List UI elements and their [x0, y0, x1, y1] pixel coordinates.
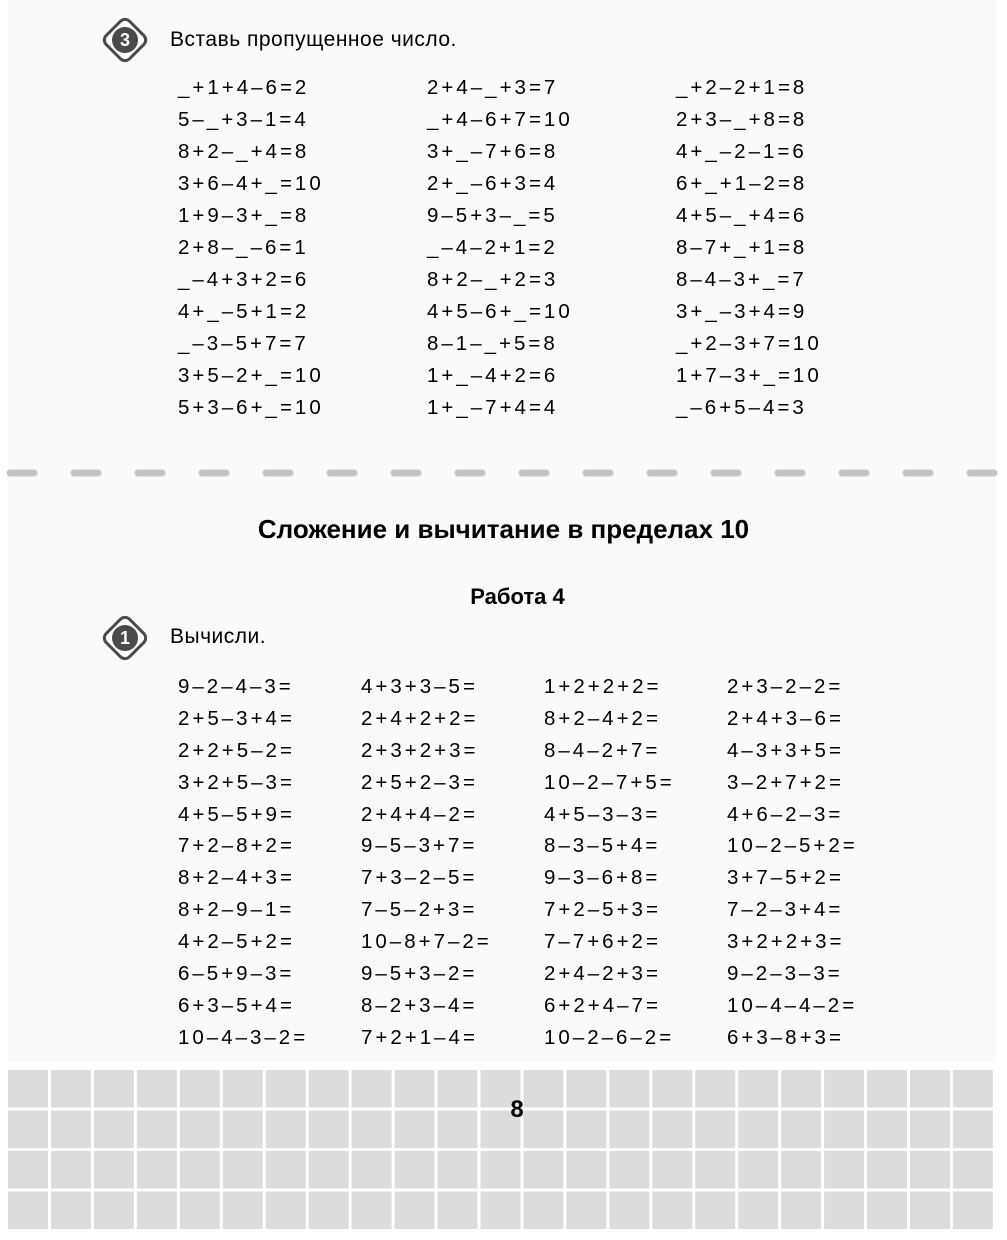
expression: 10–4–3–2=: [178, 1025, 309, 1049]
grid-cell: [8, 1070, 48, 1108]
grid-cell: [609, 1111, 649, 1149]
equation: 1+9–3+_=8: [178, 204, 310, 227]
grid-cell: [953, 1192, 993, 1230]
expression: 7+3–2–5=: [361, 866, 478, 890]
grid-cell: [438, 1111, 478, 1149]
expression: 10–8+7–2=: [361, 930, 492, 954]
grid-cell: [438, 1192, 478, 1230]
equation: 2+8–_–6=1: [178, 236, 309, 259]
task-3-instruction: Вставь пропущенное число.: [170, 28, 457, 51]
equation: 1+7–3+_=10: [676, 364, 822, 387]
grid-cell: [910, 1151, 950, 1189]
grid-cell: [94, 1070, 134, 1108]
expression: 4+5–3–3=: [544, 802, 661, 826]
grid-cell: [137, 1111, 177, 1149]
expression: 9–5+3–2=: [361, 962, 478, 986]
grid-cell: [953, 1070, 993, 1108]
task-3-column-2: [427, 72, 573, 424]
equation: 1+_–4+2=6: [427, 364, 559, 387]
expression: 6+2+4–7=: [544, 993, 661, 1017]
grid-cell: [781, 1192, 821, 1230]
grid-cell: [652, 1151, 692, 1189]
page-number: 8: [510, 1096, 524, 1123]
equation: _+1+4–6=2: [178, 76, 310, 99]
grid-cell: [94, 1151, 134, 1189]
task-1-instruction: Вычисли.: [170, 625, 267, 648]
grid-cell: [8, 1151, 48, 1189]
grid-cell: [51, 1070, 91, 1108]
expression: 7+2+1–4=: [361, 1025, 478, 1049]
expression: 10–2–7+5=: [544, 770, 675, 794]
grid-cell: [953, 1111, 993, 1149]
equation: 8–1–_+5=8: [427, 332, 558, 355]
task-3-column-1: [178, 72, 324, 424]
expression: 2+4+3–6=: [727, 706, 844, 730]
equation: _+4–6+7=10: [427, 108, 573, 131]
equation: 4+_–5+1=2: [178, 300, 310, 323]
grid-cell: [824, 1151, 864, 1189]
grid-cell: [223, 1111, 263, 1149]
grid-cell: [180, 1070, 220, 1108]
equation: 4+_–2–1=6: [676, 140, 807, 163]
expression: 8–2+3–4=: [361, 993, 478, 1017]
grid-cell: [652, 1070, 692, 1108]
expression: 7–5–2+3=: [361, 898, 478, 922]
grid-cell: [910, 1070, 950, 1108]
grid-cell: [223, 1151, 263, 1189]
expression: 3+7–5+2=: [727, 866, 844, 890]
grid-cell: [910, 1192, 950, 1230]
expression: 4–3+3+5=: [727, 738, 844, 762]
equation: 8+2–_+4=8: [178, 140, 310, 163]
grid-cell: [352, 1111, 392, 1149]
equation: 5–_+3–1=4: [178, 108, 309, 131]
expression: 2+3+2+3=: [361, 738, 479, 762]
grid-cell: [395, 1151, 435, 1189]
dashed-separator: [0, 466, 1007, 480]
equation: 5+3–6+_=10: [178, 396, 324, 419]
grid-cell: [180, 1192, 220, 1230]
equation: 2+_–6+3=4: [427, 172, 559, 195]
expression: 2+5–3+4=: [178, 706, 295, 730]
grid-cell: [51, 1111, 91, 1149]
expression: 8+2–4+2=: [544, 706, 661, 730]
grid-cell: [695, 1070, 735, 1108]
grid-cell: [652, 1192, 692, 1230]
grid-cell: [523, 1192, 563, 1230]
task-1-number: 1: [119, 628, 130, 648]
expression: 7–2–3+4=: [727, 898, 844, 922]
grid-cell: [395, 1070, 435, 1108]
expression: 6+3–5+4=: [178, 993, 295, 1017]
grid-cell: [910, 1111, 950, 1149]
expression: 6+3–8+3=: [727, 1025, 844, 1049]
equation: 8–7+_+1=8: [676, 236, 808, 259]
grid-cell: [481, 1151, 521, 1189]
equation: _–6+5–4=3: [676, 396, 807, 419]
grid-cell: [180, 1111, 220, 1149]
equation: _–4+3+2=6: [178, 268, 310, 291]
equation: _+2–3+7=10: [676, 332, 822, 355]
grid-cell: [566, 1192, 606, 1230]
grid-cell: [867, 1192, 907, 1230]
grid-cell: [824, 1192, 864, 1230]
grid-cell: [8, 1192, 48, 1230]
expression: 3+2+2+3=: [727, 930, 845, 954]
equation: 3+_–7+6=8: [427, 140, 559, 163]
expression: 9–2–4–3=: [178, 675, 294, 698]
equation: 8–4–3+_=7: [676, 268, 807, 291]
equation: 3+_–3+4=9: [676, 300, 808, 323]
grid-cell: [94, 1111, 134, 1149]
expression: 9–3–6+8=: [544, 866, 661, 890]
grid-cell: [352, 1151, 392, 1189]
grid-cell: [738, 1070, 778, 1108]
grid-cell: [609, 1192, 649, 1230]
grid-cell: [309, 1192, 349, 1230]
expression: 2+3–2–2=: [727, 675, 844, 698]
equation: 4+5–6+_=10: [427, 300, 573, 323]
expression: 4+3+3–5=: [361, 675, 478, 698]
equation: 9–5+3–_=5: [427, 204, 558, 227]
grid-cell: [266, 1151, 306, 1189]
task-1-column-3: [544, 671, 675, 1054]
grid-cell: [781, 1070, 821, 1108]
grid-cell: [137, 1151, 177, 1189]
equation: 1+_–7+4=4: [427, 396, 559, 419]
grid-cell: [309, 1070, 349, 1108]
grid-cell: [137, 1070, 177, 1108]
expression: 2+4+2+2=: [361, 706, 479, 730]
grid-cell: [180, 1151, 220, 1189]
grid-cell: [609, 1151, 649, 1189]
footer-grid: [0, 1068, 1007, 1240]
expression: 4+6–2–3=: [727, 802, 844, 826]
expression: 8–4–2+7=: [544, 738, 661, 762]
grid-cell: [953, 1151, 993, 1189]
equation: _–3–5+7=7: [178, 332, 309, 355]
expression: 6–5+9–3=: [178, 962, 295, 986]
grid-cell: [566, 1151, 606, 1189]
expression: 8+2–4+3=: [178, 866, 295, 890]
grid-cell: [867, 1111, 907, 1149]
grid-cell: [309, 1151, 349, 1189]
grid-cell: [824, 1070, 864, 1108]
grid-cell: [51, 1192, 91, 1230]
expression: 2+5+2–3=: [361, 770, 478, 794]
work-title: Работа 4: [470, 584, 565, 609]
grid-cell: [781, 1151, 821, 1189]
grid-cell: [352, 1192, 392, 1230]
grid-cell: [695, 1111, 735, 1149]
expression: 10–2–6–2=: [544, 1025, 675, 1049]
grid-cell: [438, 1070, 478, 1108]
task-1-column-2: [361, 671, 492, 1054]
expression: 7–7+6+2=: [544, 930, 661, 954]
grid-cell: [266, 1192, 306, 1230]
task-1-column-1: [178, 671, 308, 1054]
grid-cell: [223, 1192, 263, 1230]
equation: 8+2–_+2=3: [427, 268, 559, 291]
expression: 7+2–8+2=: [178, 834, 295, 858]
grid-cell: [695, 1192, 735, 1230]
grid-cell: [695, 1151, 735, 1189]
grid-cell: [137, 1192, 177, 1230]
grid-cell: [609, 1070, 649, 1108]
grid-cell: [8, 1111, 48, 1149]
expression: 2+4+4–2=: [361, 802, 478, 826]
grid-cell: [438, 1151, 478, 1189]
equation: _+2–2+1=8: [676, 76, 808, 99]
task-3-number-badge: [96, 11, 154, 69]
grid-cell: [352, 1070, 392, 1108]
equation: 4+5–_+4=6: [676, 204, 808, 227]
grid-cell: [867, 1151, 907, 1189]
task-1-number-badge: [96, 609, 154, 667]
task-3-number: 3: [119, 30, 130, 50]
grid-cell: [266, 1070, 306, 1108]
section-title: Сложение и вычитание в пределах 10: [257, 514, 750, 544]
grid-cell: [824, 1111, 864, 1149]
grid-cell: [867, 1070, 907, 1108]
expression: 10–2–5+2=: [727, 834, 858, 858]
expression: 1+2+2+2=: [544, 675, 662, 698]
expression: 4+2–5+2=: [178, 930, 295, 954]
equation: 3+5–2+_=10: [178, 364, 324, 387]
equation: 2+3–_+8=8: [676, 108, 808, 131]
expression: 8–3–5+4=: [544, 834, 661, 858]
grid-cell: [51, 1151, 91, 1189]
expression: 3–2+7+2=: [727, 770, 844, 794]
grid-cell: [523, 1151, 563, 1189]
grid-cell: [94, 1192, 134, 1230]
expression: 2+4–2+3=: [544, 962, 661, 986]
task-3-column-3: [676, 72, 822, 424]
task-1-column-4: [727, 671, 858, 1054]
grid-cell: [309, 1111, 349, 1149]
grid-cell: [738, 1111, 778, 1149]
expression: 4+5–5+9=: [178, 802, 295, 826]
grid-cell: [481, 1192, 521, 1230]
equation: 2+4–_+3=7: [427, 76, 559, 99]
expression: 9–2–3–3=: [727, 962, 843, 986]
equation: 3+6–4+_=10: [178, 172, 324, 195]
grid-cell: [223, 1070, 263, 1108]
grid-cell: [395, 1111, 435, 1149]
grid-cell: [395, 1192, 435, 1230]
grid-cell: [738, 1151, 778, 1189]
grid-cell: [738, 1192, 778, 1230]
equation: 6+_+1–2=8: [676, 172, 808, 195]
grid-cell: [566, 1070, 606, 1108]
grid-cell: [652, 1111, 692, 1149]
expression: 10–4–4–2=: [727, 993, 858, 1017]
grid-cell: [566, 1111, 606, 1149]
equation: _–4–2+1=2: [427, 236, 558, 259]
expression: 9–5–3+7=: [361, 834, 478, 858]
grid-cell: [781, 1111, 821, 1149]
expression: 7+2–5+3=: [544, 898, 661, 922]
expression: 2+2+5–2=: [178, 738, 295, 762]
expression: 3+2+5–3=: [178, 770, 295, 794]
expression: 8+2–9–1=: [178, 898, 295, 922]
grid-cell: [266, 1111, 306, 1149]
